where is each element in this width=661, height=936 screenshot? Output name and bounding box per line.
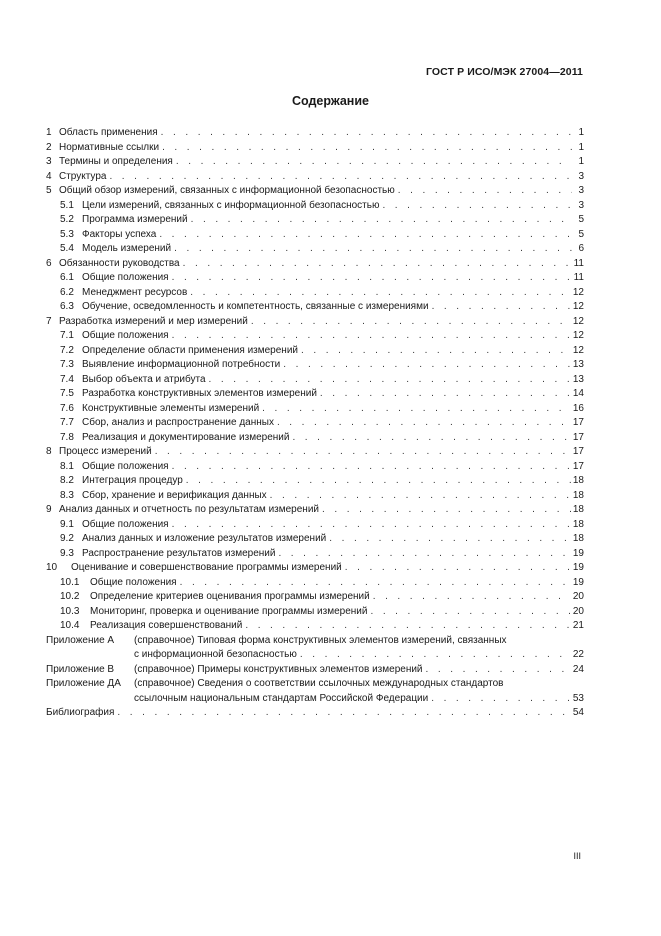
dot-leader xyxy=(176,155,572,170)
dot-leader xyxy=(320,387,571,402)
toc-entry[interactable] xyxy=(46,445,584,460)
dot-leader xyxy=(270,489,571,504)
appendix-label: Приложение В xyxy=(46,663,115,675)
toc-entry[interactable] xyxy=(46,271,584,286)
dot-leader xyxy=(172,329,571,344)
toc-entry[interactable] xyxy=(46,155,584,170)
toc-entry-title: Общие положения xyxy=(82,272,169,283)
toc-entry[interactable] xyxy=(46,605,584,620)
dot-leader xyxy=(431,692,571,707)
toc-entry-number: 4 xyxy=(46,170,52,182)
toc-entry-page: 11 xyxy=(573,272,584,283)
toc-entry[interactable] xyxy=(46,126,584,141)
appendix-label: Приложение ДА xyxy=(46,678,121,689)
toc-entry-number: 5.2 xyxy=(60,214,74,225)
dot-leader xyxy=(277,416,571,431)
dot-leader xyxy=(172,460,571,475)
appendix-title-cont: с информационной безопасностью xyxy=(134,649,297,660)
toc-entry-number: 3 xyxy=(46,156,52,167)
toc-entry-title: Определение критериев оценивания программы измерений xyxy=(90,591,370,602)
toc-entry-page: 18 xyxy=(572,489,584,501)
appendix-title-cont: ссылочным национальным стандартам Российской Федерации xyxy=(134,692,429,704)
document-code: ГОСТ Р ИСО/МЭК 27004—2011 xyxy=(425,66,583,78)
toc-entry-title: Общие положения xyxy=(82,518,169,530)
toc-entry-title: Цели измерений, связанных с информационной безопасностью xyxy=(82,199,380,211)
appendix-title: (справочное) Типовая форма конструктивных элементов измерений, связанных xyxy=(134,634,507,646)
toc-entry[interactable] xyxy=(46,474,584,489)
page-number: III xyxy=(573,851,581,861)
toc-appendix-b[interactable] xyxy=(46,663,584,678)
toc-entry-number: 9.3 xyxy=(60,547,74,559)
toc-entry[interactable] xyxy=(46,373,584,388)
toc-entry-page: 17 xyxy=(572,431,584,443)
toc-entry-title: Выбор объекта и атрибута xyxy=(82,373,206,385)
dot-leader xyxy=(278,547,570,562)
dot-leader xyxy=(190,286,571,301)
toc-entry-page: 11 xyxy=(573,257,584,269)
toc-entry-page: 20 xyxy=(572,591,584,602)
dot-leader xyxy=(172,518,571,533)
toc-entry[interactable] xyxy=(46,619,584,634)
toc-entry-number: 7.5 xyxy=(60,388,74,399)
toc-entry-title: Конструктивные элементы измерений xyxy=(82,402,260,414)
toc-entry[interactable] xyxy=(46,228,584,243)
toc-entry-number: 8.2 xyxy=(60,475,74,486)
toc-entry-page: 12 xyxy=(572,344,584,356)
toc-entry-page: 12 xyxy=(572,315,584,327)
toc-entry[interactable] xyxy=(46,213,584,228)
toc-entry-number: 6.2 xyxy=(60,286,74,298)
toc-entry-title: Термины и определения xyxy=(59,156,173,167)
toc-entry[interactable] xyxy=(46,344,584,359)
toc-entry-title: Сбор, хранение и верификация данных xyxy=(82,489,267,501)
dot-leader xyxy=(180,576,571,591)
toc-entry-page: 13 xyxy=(572,373,584,385)
toc-entry-title: Распространение результатов измерений xyxy=(82,547,276,559)
dot-leader xyxy=(191,213,572,228)
toc-entry-title: Разработка измерений и мер измерений xyxy=(59,315,248,327)
toc-entry-page: 1 xyxy=(578,127,584,138)
dot-leader xyxy=(382,199,572,214)
toc-appendix-da[interactable] xyxy=(46,677,584,706)
dot-leader xyxy=(183,257,572,272)
dot-leader xyxy=(345,561,571,576)
toc-entry-page: 17 xyxy=(572,446,584,457)
toc-entry-number: 6 xyxy=(46,257,52,269)
toc-entry[interactable] xyxy=(46,561,584,576)
toc-entry-page: 19 xyxy=(572,576,584,588)
toc-entry-title: Определение области применения измерений xyxy=(82,344,298,356)
dot-leader xyxy=(162,141,572,156)
toc-entry-page: 12 xyxy=(572,286,584,298)
toc-entry-number: 8.3 xyxy=(60,489,74,501)
toc-entry-title: Общие положения xyxy=(82,330,169,341)
toc-entry-page: 12 xyxy=(572,330,584,341)
toc-entry-page: 20 xyxy=(572,605,584,617)
toc-entry[interactable] xyxy=(46,170,584,185)
toc-entry-page: 18 xyxy=(572,518,584,530)
toc-entry-number: 10.4 xyxy=(60,620,80,631)
toc-entry-page: 18 xyxy=(572,475,584,486)
toc-entry-title: Реализация и документирование измерений xyxy=(82,431,290,443)
dot-leader xyxy=(432,300,571,315)
toc-entry-page: 18 xyxy=(572,533,584,544)
toc-entry[interactable] xyxy=(46,416,584,431)
toc-entry-page: 14 xyxy=(572,388,584,399)
dot-leader xyxy=(329,532,571,547)
toc-entry-title: Выявление информационной потребности xyxy=(82,359,281,370)
toc-entry[interactable] xyxy=(46,489,584,504)
toc-entry-title: Обязанности руководства xyxy=(59,257,180,269)
toc-entry-number: 5 xyxy=(46,185,52,196)
toc-entry-page: 19 xyxy=(572,562,584,573)
toc-entry-page: 13 xyxy=(572,359,584,370)
toc-entry-number: 6.1 xyxy=(60,272,74,283)
toc-entry[interactable] xyxy=(46,315,584,330)
toc-entry-number: 7.6 xyxy=(60,402,74,414)
dot-leader xyxy=(426,663,571,678)
toc-entry-title: Обучение, осведомленность и компетентность, связанные с измерениями xyxy=(82,301,429,312)
toc-entry[interactable] xyxy=(46,286,584,301)
toc-entry-page: 3 xyxy=(578,185,584,196)
toc-entry-number: 7.3 xyxy=(60,359,74,370)
toc-entry-title: Общий обзор измерений, связанных с информационной безопасностью xyxy=(59,185,395,196)
dot-leader xyxy=(292,431,570,446)
toc-entry-page: 21 xyxy=(572,620,584,631)
toc-entry-title: Общие положения xyxy=(82,460,169,472)
toc-entry-page: 5 xyxy=(578,228,584,240)
toc-entry[interactable] xyxy=(46,576,584,591)
toc-entry-number: 5.3 xyxy=(60,228,74,240)
toc-entry-page: 1 xyxy=(578,141,584,153)
toc-entry-title: Область применения xyxy=(59,127,158,138)
dot-leader xyxy=(186,474,571,489)
toc-entry-page: 17 xyxy=(572,460,584,472)
toc-entry-page: 17 xyxy=(572,417,584,428)
toc-entry-page: 54 xyxy=(572,707,584,718)
toc-entry-title: Анализ данных и отчетность по результатам измерений xyxy=(59,504,319,515)
toc-entry-title: Модель измерений xyxy=(82,243,172,254)
dot-leader xyxy=(398,184,572,199)
dot-leader xyxy=(161,126,572,141)
dot-leader xyxy=(155,445,571,460)
toc-entry-number: 6.3 xyxy=(60,301,74,312)
toc-entry-page: 1 xyxy=(578,156,584,167)
toc-entry-title: Менеджмент ресурсов xyxy=(82,286,188,298)
toc-entry-title: Оценивание и совершенствование программы измерений xyxy=(71,562,342,573)
toc-entry-number: 9.1 xyxy=(60,518,74,530)
appendix-title: (справочное) Сведения о соответствии ссылочных международных стандартов xyxy=(134,678,504,689)
dot-leader xyxy=(370,605,570,620)
toc-entry-title: Разработка конструктивных элементов измерений xyxy=(82,388,317,399)
toc-entry[interactable] xyxy=(46,431,584,446)
toc-entry[interactable] xyxy=(46,532,584,547)
toc-entry[interactable] xyxy=(46,257,584,272)
toc-entry-number: 8 xyxy=(46,446,52,457)
toc-entry-number: 5.1 xyxy=(60,199,74,211)
dot-leader xyxy=(245,619,571,634)
dot-leader xyxy=(373,590,571,605)
toc-entry-page: 16 xyxy=(572,402,584,414)
toc-entry-number: 10.1 xyxy=(60,576,80,588)
toc-entry-number: 1 xyxy=(46,127,52,138)
toc-entry-page: 12 xyxy=(572,301,584,312)
toc-entry-page: 24 xyxy=(572,663,584,675)
appendix-title: (справочное) Примеры конструктивных элементов измерений xyxy=(134,663,423,675)
toc-entry[interactable] xyxy=(46,242,584,257)
toc-entry-number: 10.2 xyxy=(60,591,80,602)
toc-entry-page: 3 xyxy=(578,199,584,211)
toc-entry-title: Сбор, анализ и распространение данных xyxy=(82,417,274,428)
toc-entry-title: Процесс измерений xyxy=(59,446,152,457)
toc-entry-title: Программа измерений xyxy=(82,214,188,225)
toc-entry-title: Интеграция процедур xyxy=(82,475,183,486)
dot-leader xyxy=(209,373,571,388)
toc-entry-title: Структура xyxy=(59,170,107,182)
toc-entry[interactable] xyxy=(46,387,584,402)
toc-entry-number: 8.1 xyxy=(60,460,74,472)
toc-entry-number: 9 xyxy=(46,504,52,515)
toc-entry-number: 5.4 xyxy=(60,243,74,254)
toc-entry-title: Реализация совершенствований xyxy=(90,620,243,631)
dot-leader xyxy=(301,344,571,359)
appendix-label: Приложение А xyxy=(46,634,115,646)
dot-leader xyxy=(109,170,572,185)
toc-entry-number: 7 xyxy=(46,315,52,327)
toc-entry[interactable] xyxy=(46,402,584,417)
toc-entry[interactable] xyxy=(46,300,584,315)
toc-entry-number: 7.7 xyxy=(60,417,74,428)
toc-entry-title: Мониторинг, проверка и оценивание программы измерений xyxy=(90,605,368,617)
toc-entry-page: 18 xyxy=(572,504,584,515)
toc-entry[interactable] xyxy=(46,460,584,475)
toc-entry-number: 2 xyxy=(46,141,52,153)
dot-leader xyxy=(322,503,571,518)
toc-entry-number: 10.3 xyxy=(60,605,80,617)
toc-entry-title: Факторы успеха xyxy=(82,228,157,240)
toc-title: Содержание xyxy=(291,94,369,108)
dot-leader xyxy=(159,228,572,243)
dot-leader xyxy=(174,242,572,257)
toc-entry-number: 7.4 xyxy=(60,373,74,385)
toc-entry-number: 7.1 xyxy=(60,330,74,341)
table-of-contents xyxy=(46,126,584,721)
dot-leader xyxy=(117,706,570,721)
dot-leader xyxy=(300,648,571,663)
dot-leader xyxy=(283,358,571,373)
toc-entry[interactable] xyxy=(46,518,584,533)
toc-appendix-a[interactable] xyxy=(46,634,584,663)
toc-entry[interactable] xyxy=(46,329,584,344)
dot-leader xyxy=(262,402,571,417)
toc-entry-number: 10 xyxy=(46,562,58,573)
toc-entry[interactable] xyxy=(46,184,584,199)
toc-entry-title: Нормативные ссылки xyxy=(59,141,160,153)
toc-entry-number: 7.2 xyxy=(60,344,74,356)
toc-entry-number: 7.8 xyxy=(60,431,74,443)
toc-entry-title: Библиография xyxy=(46,707,115,718)
toc-entry-page: 6 xyxy=(578,243,584,254)
toc-entry-page: 53 xyxy=(572,692,584,704)
toc-entry[interactable] xyxy=(46,590,584,605)
toc-entry[interactable] xyxy=(46,503,584,518)
toc-entry-page: 19 xyxy=(572,547,584,559)
dot-leader xyxy=(251,315,571,330)
toc-entry-title: Общие положения xyxy=(90,576,177,588)
toc-bibliography[interactable] xyxy=(46,706,584,721)
toc-entry-number: 9.2 xyxy=(60,533,74,544)
dot-leader xyxy=(172,271,572,286)
toc-entry[interactable] xyxy=(46,199,584,214)
toc-entry-title: Анализ данных и изложение результатов измерений xyxy=(82,533,327,544)
toc-entry-page: 5 xyxy=(578,214,584,225)
toc-entry-page: 22 xyxy=(572,649,584,660)
toc-entry[interactable] xyxy=(46,141,584,156)
toc-entry[interactable] xyxy=(46,547,584,562)
toc-entry[interactable] xyxy=(46,358,584,373)
toc-entry-page: 3 xyxy=(578,170,584,182)
